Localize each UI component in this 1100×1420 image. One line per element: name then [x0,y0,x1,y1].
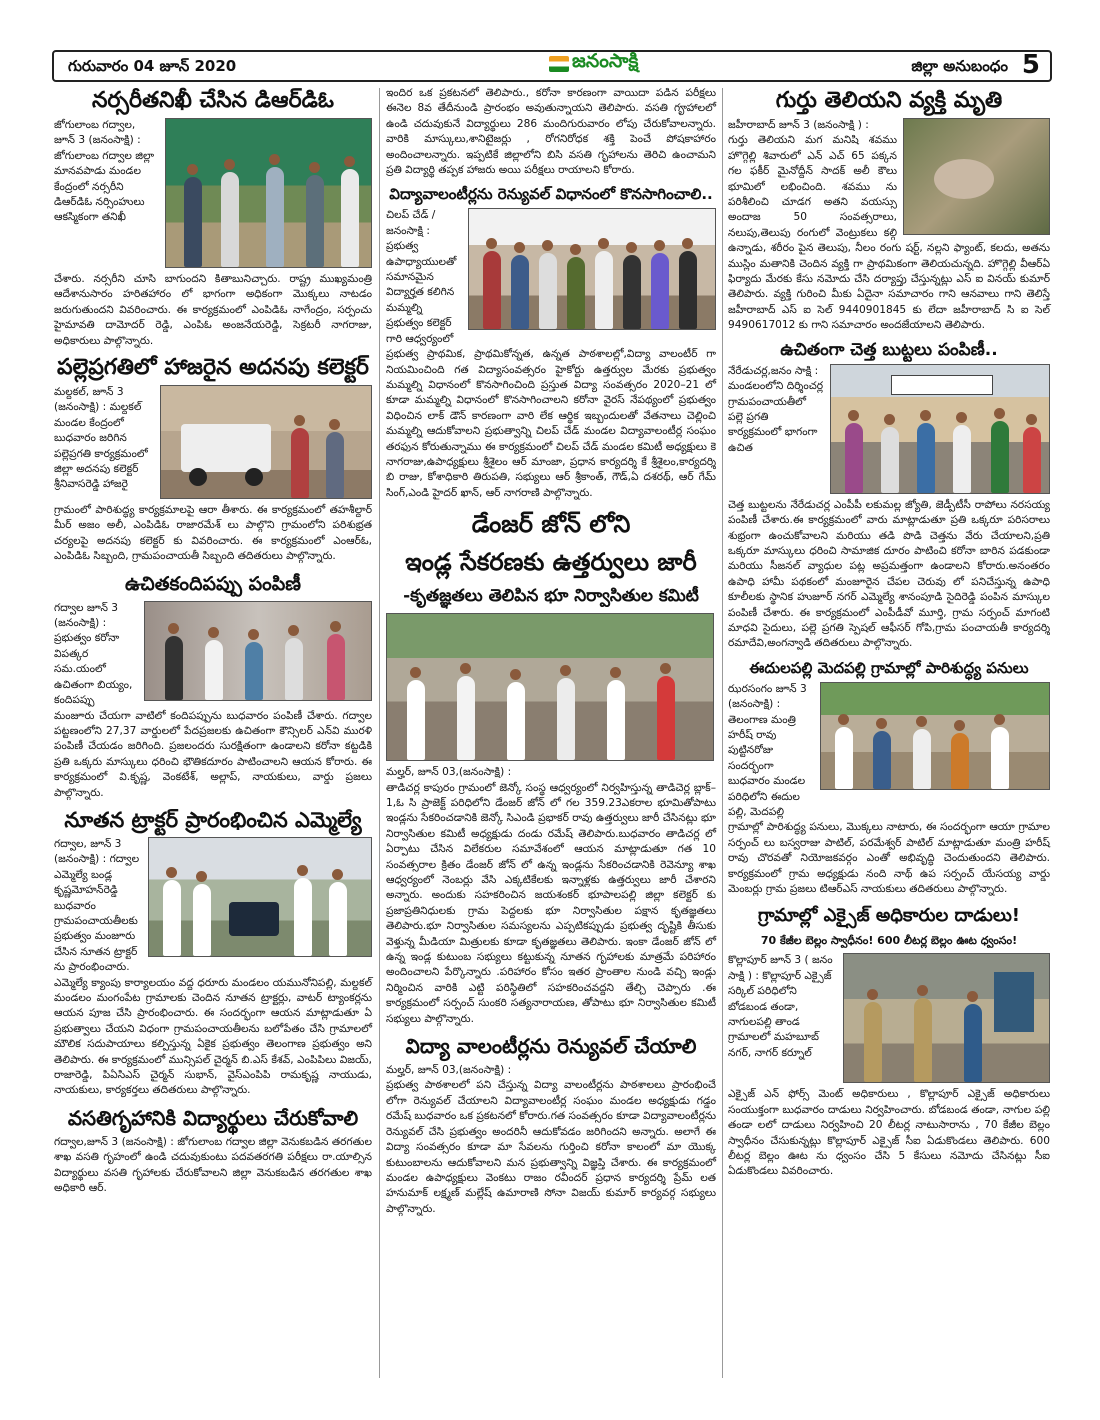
section-name: జిల్లా అనుబంధం [911,57,1008,75]
logo-text: జనంసాక్షి [572,50,639,72]
article-body: ఎమ్మెల్యే క్యాంపు కార్యాలయం వద్ద ధరూరు మండలం యమునోనిపల్లి, మల్దకల్ మండలం మంగంపేట గ్రామాలకు చెందిన నూతన ట్రాక్టర్లు, వాటర్ ట్యాంకర్లను ఆయన పూజ చేసి ప్రారంభించారు. ఈ సందర్భంగా ఆయన మాట్లాడుతూ ఏ ప్రభుత్వాలు చేయని విధంగా గ్రామపంచాయతీలను బలోపేతం చేసి గ్రామాలలో మౌలిక సదుపాయాలు కల్పిస్తున్న ఏకైక ప్రభుత్వం తెలంగాణ ప్రభుత్వం అని తెలిపారు. ఈ కార్యక్రమంలో మున్సిపల్ చైర్మన్ బి.ఎస్ కేశవ్, ఎంపిపిలు విజయ్, రాజారెడ్డి, పిఏసిఎస్ చైర్మన్ సుభాన్, వైస్ఎంపిపి రామకృష్ణ నాయుడు, నాయకులు, కార్యకర్తలు తదితరులు పాల్గొన్నారు. [54,976,372,1097]
article-dal [54,571,372,801]
article-body: ఎక్సైజ్ ఎన్ ఫోర్స్ మెంట్ అధికారులు , కొల్లాపూర్ ఎక్సైజ్ అధికారులు సంయుక్తంగా బుధవారం దాడులు నిర్వహించారు. బోడబండ తండా, నాగుల పల్లి తండా లలో దాడులు నిర్వహించి 20 లీటర్ల నాటుసారాను , 70 కేజీల బెల్లం స్వాధీనం చేసుకున్నట్లు కొల్లాపూర్ ఎక్సైజ్ సీఐ ఏడుకొండలు తెలిపారు. 600 లీటర్ల బెల్లం ఊట ను ధ్వంసం చేసి 5 కేసులు నమోదు చేసినట్లు సీఐ ఏడుకొండలు వివరించారు. [728,1088,1050,1178]
tractor-van-photo [160,385,372,499]
column-1 [54,86,372,1202]
article-volunteers-renewal [386,184,716,501]
article-dustbins [728,340,1050,652]
headline: గ్రామాల్లో ఎక్సైజ్ అధికారుల దాడులు! [757,905,1021,927]
headline: ఈదులపల్లి మెదపల్లి గ్రామాల్లో పారిశుద్ధ్య పనులు [749,658,1029,677]
article-body: గ్రామంలో పారిశుద్ధ్య కార్యక్రమాలపై ఆరా తీశారు. ఈ కార్యక్రమంలో తహశీల్దార్ మీర్ అజం అలీ, ఎంపిడిఓ రాజారమేశ్ లు పాల్గొని గ్రామంలోని పరిశుభ్రత చర్యలపై అదనపు కలెక్టర్ కు వివరించారు. ఈ కార్యక్రమంలో ఎంఆర్ఓ, ఎంపిడిఓ సిబ్బంది, గ్రామపంచాయతీ సిబ్బంది తదితరులు పాల్గొన్నారు. [54,504,372,563]
column-3 [728,86,1050,1186]
headline-line-1: డేంజర్ జోన్ లోని [471,510,631,539]
headline: పల్లెప్రగతిలో హాజరైన అదనపు కలెక్టర్ [57,355,369,381]
article-volunteers [386,1033,716,1217]
dustbin-distribution-photo [830,364,1050,494]
article-body: ప్రభుత్వ ప్రాథమిక, ప్రాథమికోన్నత, ఉన్నత పాఠశాలల్లో,విద్యా వాలంటీర్ గా నియమించింది గత విద్యాసంవత్సరం హైకోర్టు ఉత్తర్వుల మేరకు ప్రభుత్వం మమ్మల్ని విధానంలో కొనసాగించింది ప్రస్తుత విద్యా సంవత్సరం 2020–21 లో కూడా మమ్మల్ని విధానంలో కొనసాగించాలని కరోనా వైరస్ నేపథ్యంలో ప్రభుత్వం విధించిన లాక్ డౌన్ కారణంగా వారి లేక ఆర్థిక ఇబ్బందులతో వేతనాలు చెల్లించి మమ్మల్ని ఆదుకోవాలని ప్రభుత్వాన్ని చిలప్ చేడ్ మండల విద్యావాలంటీర్ల సంఘం తరఫున కోరుతున్నాము ఈ కార్యక్రమంలో చిలప్ చేడ్ మండల కమిటీ అధ్యక్షులు కె నాగరాజు,ఉపాధ్యక్షులు శ్రీశైలం ఆర్ మాంజా, ప్రధాన కార్యదర్శి కే శ్రీశైలం,కార్యదర్శి బి రాజు, కోశాధికారి తిరుపతి, సభ్యులు ఆర్ శ్రీకాంత్, గౌడ్,ఏ దశరథ్, ఆర్ గేమ్ సింగ్,ఎండి హైదర్ ఖాన్, ఆర్ నాగరాణి పాల్గొన్నారు. [386,348,716,499]
article-body: చెత్త బుట్టలను నేరేడుచర్ల ఎంపీపీ లకుమల్ల జ్యోతి, జెడ్పీటీసీ రాపోలు నరసయ్య పంపిణీ చేశారు.ఈ కార్యక్రమంలో వారు మాట్లాడుతూ ప్రతి ఒక్కరూ పరిసరాలు శుభ్రంగా ఉంచుకోవాలని మరియు తడి పొడి చెత్తను వేరు చేయాలని,ప్రతి ఒక్కరూ మాస్కులు ధరించి సామాజిక దూరం పాటించి కరోనా బారిన పడకుండా మరియు సీజనల్ వ్యాధుల పట్ల అప్రమత్తంగా ఉండాలని కోరారు.అనంతరం ఉపాధి హామీ పథకంలో మంజూరైన చేపల చెరువు లో పనిచేస్తున్న ఉపాధి కూలీలకు స్థానిక హుజూర్ నగర్ ఎమ్మెల్యే శానంపూడి సైదిరెడ్డి పంపిన మాస్కుల పంపిణీ చేశారు. ఈ కార్యక్రమంలో ఎంపీడీవో మూర్తి, గ్రామ సర్పంచ్ మాగంటి మాధవి సైదులు, పల్లె ప్రగతి స్పెషల్ ఆఫీసర్ గోపి,గ్రామ పంచాయతీ కార్యదర్శి రమాదేవి,అంగన్వాడి తదితరులు పాల్గొన్నారు. [728,498,1050,650]
issue-date: గురువారం 04 జూన్ 2020 [68,57,237,75]
headline-line-2: ఇండ్ల సేకరణకు ఉత్తర్వులు జారీ [405,548,697,577]
volunteers-group-photo [468,208,716,330]
dateline: ఝరసంగం జూన్ 3 (జనంసాక్షి) : తెలంగాణ మంత్రి హరీష్ రావు పుట్టినరోజు సందర్భంగా బుధవారం మండల పరిధిలోని ఈదుల పల్లి, మెదపల్లి [728,682,807,818]
article-nursery [54,88,372,349]
article-body: చేశారు. నర్సరీని చూసి బాగుందని కితాబునిచ్చారు. రాష్ట్ర ముఖ్యమంత్రి ఆదేశానుసారం హరితహారం లో భాగంగా అధికంగా మొక్కలు నాటడం జరుగుతుందని వివరించారు. ఈ కార్యక్రమంలో ఎంపిడిఓ నాగేంద్రం, సర్పంచు హైమావతి దామోదర్ రెడ్డి, ఎంపిఓ అంజనేయరెడ్డి, సెక్రటరీ నాగరాజు, అధికారులు పాల్గొన్నారు. [54,273,372,347]
article-body: తాడిచర్ల కాపురం గ్రామంలో జెన్కో సంస్థ ఆధ్వర్యంలో నిర్వహిస్తున్న తాడిచెర్ల బ్లాక్–1,ఓ సి ప్రాజెక్ట్ పరిధిలోని డేంజర్ జోన్ లో గల 359.23ఎకరాల భూమితోపాటు ఇండ్లను సేకరించడానికి జెన్కో సిఎండి ప్రభాకర్ రావు ఉత్తర్వులు జారీ చేసినట్లు భూ నిర్వాసితుల కమిటీ అధ్యక్షుడు దండు రమేష్ తెలిపారు.బుధవారం తాడిచర్ల లో ఏర్పాటు చేసిన విలేకరుల సమావేశంలో ఆయన మాట్లాడుతూ గత 10 సంవత్సరాల క్రితం డేంజర్ జోన్ లో ఉన్న ఇండ్లను సేకరించడానికి రెవెన్యూ శాఖ ఆధ్వర్యంలో నెంబర్లు వేసి ఎక్కటికేలకు ఇన్నాళ్లకు ఉత్తర్వులు జారీ చేశారని అన్నారు. అందుకు సహకరించిన జయశంకర్ భూపాలపల్లి జిల్లా కలెక్టర్ కు ప్రజాప్రతినిధులకు గ్రామ పెద్దలకు భూ నిర్వాసితుల పక్షాన కృతజ్ఞతలు తెలిపారు.భూ నిర్వాసితుల సమస్యలను ఎప్పటికప్పుడు ప్రభుత్వ దృష్టికి తీసుకు వెళ్తున్న మీడియా మిత్రులకు కూడా కృతజ్ఞతలు తెలిపారు. ఇంకా డేంజర్ జోన్ లో ఉన్న ఇండ్ల కుటుంబ సభ్యులు కట్టుకున్న నూతన గృహాలకు మాత్రమే పరిహారం అందించాలని పేర్కొన్నారు .పరిహారం కోసం ఇతర ప్రాంతాల నుండి వచ్చి ఇండ్లు నిర్మించిన వారికి ఎట్టి పరిస్థితిలో సహకరించవద్దని తేల్చి చెప్పారు .ఈ కార్యక్రమంలో సర్పంచ్ సుంకరి సత్యనారాయణ, తోపాటు భూ నిర్వాసితుల కమిటీ సభ్యులు పాల్గొన్నారు. [386,781,716,1025]
dal-distribution-photo [144,601,372,701]
dateline: జోగులాంబ గద్వాల, జూన్ 3 (జనంసాక్షి) : జోగులాంబ గద్వాల జిల్లా మానవపాడు మండల కేంద్రంలో నర్సరీని డిఆర్‌డిఓ నర్సింహులు ఆకస్మికంగా తనిఖీ [54,119,155,224]
article-body: మంజూరు చేయగా వాటిలో కందిపప్పును బుధవారం పంపిణీ చేశారు. గద్వాల పట్టణంలోని 27,37 వార్డులలో పేదప్రజలకు ఉచితంగా కౌన్సిలర్ ఎన్‌వి మురళి పంపిణీ చేయడం జరిగింది. ప్రజలందరు సురక్షితంగా ఉండాలని కరోనా కట్టడికి ప్రతి ఒక్కరు మాస్కులు ధరించి భౌతికదూరం పాటించాలని ఆయన కోరారు. ఈ కార్యక్రమంలో వి.కృష్ణ, వెంకటేశ్, అల్లాప్, నాయకులు, వార్డు ప్రజలు పాల్గొన్నారు. [54,709,372,799]
page-number: 5 [1021,50,1040,80]
newspaper-logo [549,50,638,77]
dateline: మల్దకల్, జూన్ 3 (జనంసాక్షి) : మల్దకల్ మండల కేంద్రంలో బుధవారం జరిగిన పల్లెప్రగతి కార్యక్రమంలో జిల్లా అదనపు కలెక్టర్ శ్రీనివాసరెడ్డి హాజరై [54,386,148,491]
article-body: గద్వాల,జూన్ 3 (జనంసాక్షి) : జోగులాంబ గద్వాల జిల్లా వెనుకబడిన తరగతుల శాఖ వసతి గృహంలో ఉండి చదువుకుంటు పదవతరగతి పరీక్షలు రా.యాల్సిన విద్యార్థులు వసతి గృహాలకు చేరుకోవాలని జిల్లా వెనుకబడిన తరగతుల శాఖ అధికారి ఆర్. [54,1135,372,1195]
article-danger-zone [386,507,716,1027]
column-divider [379,88,380,1378]
article-sanitation [728,658,1050,898]
meeting-photo [386,613,714,761]
headline: విద్యా వాలంటీర్లను రెన్యువల్ చేయాలి [405,1034,697,1059]
column-divider [722,88,723,1378]
article-unidentified-death [728,88,1050,334]
masthead [52,50,1052,82]
headline: గుర్తు తెలియని వ్యక్తి మృతి [775,88,1003,113]
headline: నర్సరీతనిఖీ చేసిన డిఆర్‌డిఓ [91,88,334,113]
nursery-photo [165,118,372,268]
subheadline: -కృతజ్ఞతలు తెలిపిన భూ నిర్వాసితుల కమిటీ [403,586,699,607]
headline: నూతన ట్రాక్టర్ ప్రారంభించిన ఎమ్మెల్యే [64,807,362,832]
dateline: కొల్లాపూర్ జూన్ 3 ( జనం సాక్షి ) : కొల్లాపూర్ ఎక్సైజ్ సర్కిల్ పరిధిలోని బోడబండ తండా, నాగులపల్లి తాండ గ్రామాలలో మహబూబ్ నగర్, నాగర్ కర్నూల్ [728,954,833,1059]
subheadline: 70 కేజీల బెల్లం స్వాధీనం! 600 లీటర్ల బెల్లం ఊట ధ్వంసం! [760,934,1018,948]
dateline: నేరేడుచర్ల,జనం సాక్షి : మండలంలోని దిర్శించర్ల గ్రామపంచాయతీలో పల్లె ప్రగతి కార్యక్రమంలో భాగంగా ఉచిత [728,364,824,454]
excise-raid-photo [843,953,1050,1083]
dateline: మల్హర్, జూన్ 03,(జనంసాక్షి) : [386,766,512,779]
continued-article-body: ఇందిర ఒక ప్రకటనలో తెలిపారు., కరోనా కారణంగా వాయిదా పడిన పరీక్షలు ఈనెల 8వ తేదీనుండి ప్రారంభం అవుతున్నాయని తెలిపారు. వసతి గౄహాలలో ఉండి చదువుకునే విద్యార్థులు 286 మందిగురువారం లోపు చేరుకోవాలన్నారు. వారికి మాస్కులు,శానిటైజర్లు , రోగనిరోధక శక్తి పెంచే పోషకాహారం అందించాలన్నారు. ఇప్పటికే జిల్లాలోని బిసి వసతి గృహాలను తెరిచి ఉంచామని ప్రతి విద్యార్థి తప్పక హాజరు అయి పరీక్షలు రాయాలని కోరారు. [386,87,716,177]
headline: ఉచితంగా చెత్త బుట్టలు పంపిణీ.. [780,339,998,360]
article-excise-raid [728,903,1050,1179]
tractor-launch-photo [148,837,372,957]
dateline: చిలప్ చేడ్ /జనంసాక్షి : ప్రభుత్వ ఉపాధ్యాయులతో సమానమైన విద్యార్హత కలిగిన మమ్మల్ని ప్రభుత్వం కలెక్టర్ గారి ఆధ్వర్యంలో [386,209,457,345]
dateline: మల్హర్, జూన్ 03,(జనంసాక్షి) : [386,1064,512,1077]
column-2 [386,86,716,1223]
dateline: గద్వాల జూన్ 3 (జనంసాక్షి) : ప్రభుత్వం కరోనా విపత్కర సమ.యంలో ఉచితంగా బియ్యం, కందిపప్పు [54,601,133,707]
sanitation-work-photo [820,682,1050,790]
dateline: జహీరాబాద్ జూన్ 3 (జనంసాక్షి ) : [728,119,869,131]
article-collector [54,355,372,565]
article-body: గుర్తు తెలియని మగ మనిషి శవము హొగ్గెల్లి శివారులో ఎన్ ఎచ్ 65 పక్కన గల ఫకీర్ మైనోద్దీన్ సాదక్ అలీ కౌలు భూమిలో లభించింది. శవము ను పరిశీలించి చూడగ అతని వయస్సు అందాజ 50 సంవత్సరాలు, నలుపు,తెలుపు రంగులో వెంట్రుకలు కల్గి ఉన్నాడు, శరీరం పైన తెలుపు, నీలం రంగు షర్ట్, నల్లని ఫ్యాంట్, కలదు, అతను ముస్లిం మతానికి చెందిన వ్యక్తి గా ప్రాథమికంగా తెలియచున్నది. హొగ్గెల్లి వీఆర్ఏ ఫిర్యాదు మేరకు కేసు నమోదు చేసి దర్యాప్తు చేస్తున్నట్లు ఎస్ ఐ వినయ్ కుమార్ తెలిపారు. వ్యక్తి గురించి మీకు ఏదైనా సమాచారం గాని ఆనవాలు గాని తెలిస్తే జహీరాబాద్ ఎస్ ఐ సెల్ 9440901845 కు లేదా జహీరాబాద్ సి ఐ సెల్ 9490617012 కు గాని సమాచారం అందజేయాలని తెలిపారు. [728,134,1050,332]
article-tractor [54,807,372,1099]
article-body: గ్రామాల్లో పారిశుద్ధ్య పనులు, మొక్కలు నాటారు, ఈ సందర్భంగా ఆయా గ్రామాల సర్పంచ్ లు బస్వరాజు పాటిల్, పరమేశ్వర్ పాటిల్ మాట్లాడుతూ మంత్రి హరీష్ రావు చొరవతో నియోజకవర్గం ఎంతో అభివృద్ధి చెందుతుందని తెలిపారు. కార్యక్రమంలో గ్రామ అధ్యక్షుడు నంది నాథ్ ఉప సర్పంచ్ యేసయ్య వార్డు మెంబర్లు గ్రామ ప్రజలు టిఆర్ఎస్ నాయకులు తదితరులు పాల్గొన్నారు. [728,821,1050,896]
dateline: గద్వాల, జూన్ 3 (జనంసాక్షి) : గద్వాల ఎమ్మెల్యే బండ్ల కృష్ణమోహన్‌రెడ్డి బుధవారం గ్రామపంచాయతీలకు ప్రభుత్వం మంజూరు చేసిన నూతన ట్రాక్టర్ ను ప్రారంభించారు. [54,837,140,974]
headline: విద్యావాలంటీర్లను రెన్యువల్ విధానంలో కొనసాగించాలి.. [389,185,713,204]
headline: వసతిగృహానికి విద్యార్థులు చేరుకోవాలి [67,1105,359,1130]
headline: ఉచితకందిపప్పు పంపిణీ [125,572,301,595]
dead-body-photo [903,118,1050,235]
flag-icon [549,56,569,72]
article-hostel [54,1105,372,1197]
article-body: ప్రభుత్వ పాఠశాలలో పని చేస్తున్న విద్యా వాలంటీర్లను పాఠశాలలు ప్రారంభించే లోగా రెన్యువల్ చేయాలని విద్యావాలంటీర్ల సంఘం మండల అధ్యక్షుడు గడ్డం రమేష్ బుధవారం ఒక ప్రకటనలో కోరారు.గత సంవత్సరం కూడా విద్యావాలంటీర్లను రెన్యువల్ చేసి ప్రభుత్వం అందరినీ ఆదుకోవడం జరిగిందని అన్నారు. అలాగే ఈ విద్యా సంవత్సరం కూడా మా సేవలను గుర్తించి కరోనా కాలంలో మా యొక్క కుటుంబాలను ఆదుకోవాలని మన ప్రభుత్వాన్ని విజ్ఞప్తి చేశారు. ఈ కార్యక్రమంలో మండల ఉపాధ్యక్షులు వెంకటు రాజం రవీందర్ ప్రధాన కార్యదర్శి ప్రేమ్ లత హనుమాక్ లక్ష్మణ్ మల్లేష్ ఉమారాణి సోనా విజయ్ కుమార్ కార్యవర్గ సభ్యులు పాల్గొన్నారు. [386,1079,716,1215]
